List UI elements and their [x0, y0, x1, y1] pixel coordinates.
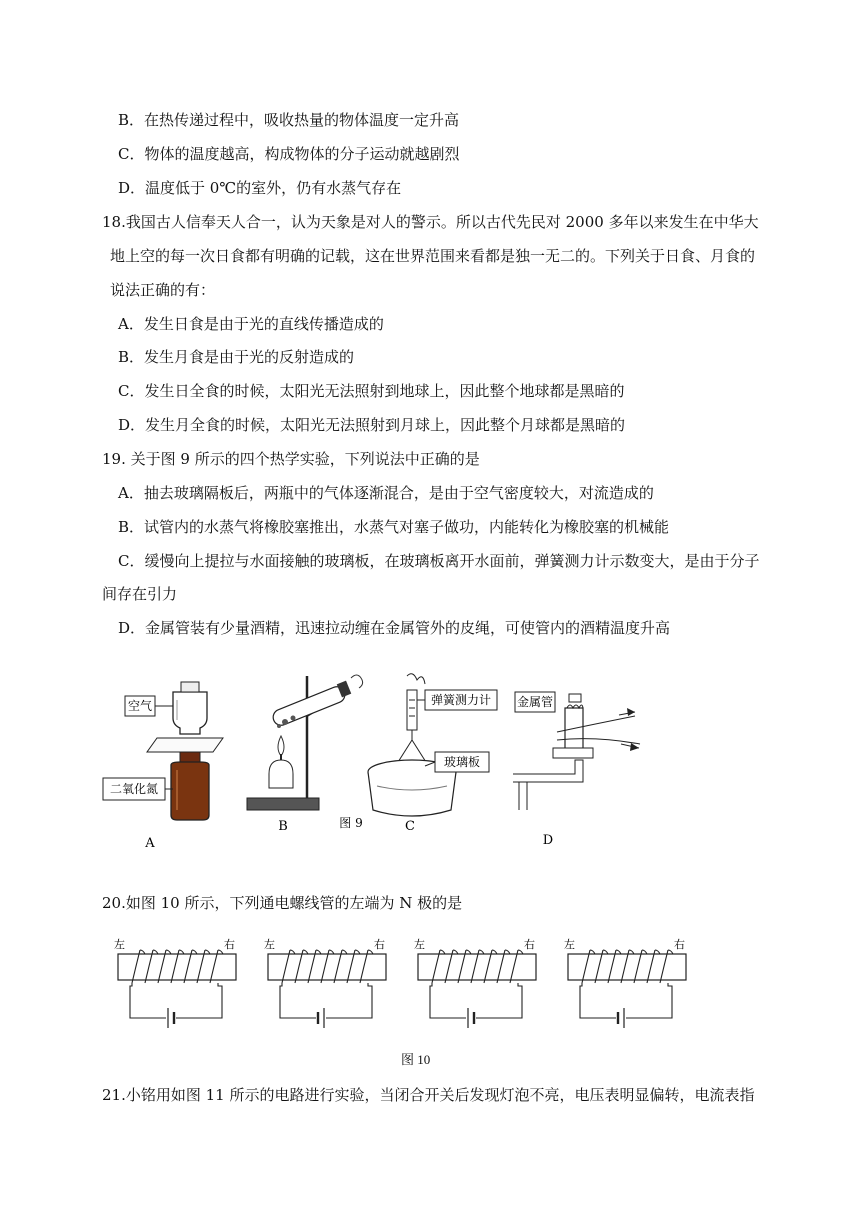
solenoid-left-label: 左 [264, 938, 275, 951]
fig9-apparatus-d [513, 692, 640, 848]
figure-9-illustration [95, 670, 650, 855]
fig9-label-c: C [405, 819, 415, 834]
fig10-caption: 图 10 [401, 1052, 431, 1067]
circuit-wire [130, 983, 166, 1018]
circuit-wire [580, 983, 616, 1018]
q17-option-c: C．物体的温度越高，构成物体的分子运动就越剧烈 [118, 145, 460, 163]
solenoid-1 [114, 938, 236, 1028]
q19-stem: 19. 关于图 9 所示的四个热学实验，下列说法中正确的是 [102, 450, 480, 468]
q18-option-b: B．发生月食是由于光的反射造成的 [118, 348, 355, 366]
fig9-caption: 图 9 [339, 816, 363, 830]
fig9-spring-scale-label: 弹簧测力计 [430, 693, 492, 707]
q19-option-a: A．抽去玻璃隔板后，两瓶中的气体逐渐混合，是由于空气密度较大，对流造成的 [118, 484, 654, 502]
fig9-air-label: 空气 [127, 699, 153, 713]
solenoid-4 [564, 938, 686, 1028]
solenoid-2 [264, 938, 386, 1028]
q20-stem: 20.如图 10 所示，下列通电螺线管的左端为 N 极的是 [102, 894, 463, 912]
fig9-label-d: D [542, 833, 554, 848]
fig9-glass-plate-label: 玻璃板 [443, 755, 481, 769]
fig9-metal-tube-label: 金属管 [516, 695, 554, 709]
circuit-wire [326, 983, 372, 1018]
solenoid-right-label: 右 [674, 938, 685, 951]
circuit-wire [476, 983, 522, 1018]
q19-option-d: D．金属管装有少量酒精，迅速拉动缠在金属管外的皮绳，可使管内的酒精温度升高 [118, 619, 671, 637]
q17-option-d: D．温度低于 0℃的室外，仍有水蒸气存在 [118, 179, 402, 197]
solenoid-left-label: 左 [114, 938, 125, 951]
circuit-wire [430, 983, 466, 1018]
fig9-co2-label: 二氧化氮 [109, 782, 159, 796]
solenoid-left-label: 左 [564, 938, 575, 951]
solenoid-right-label: 右 [224, 938, 235, 951]
solenoid-right-label: 右 [524, 938, 535, 951]
fig9-apparatus-b [247, 675, 363, 834]
q19-option-c-line-2: 间存在引力 [102, 585, 178, 603]
circuit-wire [280, 983, 316, 1018]
solenoid-right-label: 右 [374, 938, 385, 951]
q18-option-c: C．发生日全食的时候，太阳光无法照射到地球上，因此整个地球都是黑暗的 [118, 382, 625, 400]
figure-10-solenoids [110, 936, 710, 1032]
q18-stem-line-1: 18.我国古人信奉天人合一，认为天象是对人的警示。所以古代先民对 2000 多年以来发生在中华大 [102, 213, 759, 231]
fig9-label-a: A [145, 836, 155, 851]
q19-option-c-line-1: C．缓慢向上提拉与水面接触的玻璃板，在玻璃板离开水面前，弹簧测力计示数变大，是由于分子 [118, 552, 760, 570]
circuit-wire [626, 983, 672, 1018]
q18-option-a: A．发生日食是由于光的直线传播造成的 [118, 315, 384, 333]
q18-stem-line-2: 地上空的每一次日食都有明确的记载，这在世界范围来看都是独一无二的。下列关于日食、月食的 [110, 247, 756, 265]
solenoid-3 [414, 938, 536, 1028]
fig9-apparatus-c [368, 674, 497, 834]
q18-stem-line-3: 说法正确的有： [110, 281, 216, 299]
q17-option-b: B．在热传递过程中，吸收热量的物体温度一定升高 [118, 111, 460, 129]
q18-option-d: D．发生月全食的时候，太阳光无法照射到月球上，因此整个月球都是黑暗的 [118, 416, 626, 434]
circuit-wire [176, 983, 222, 1018]
fig9-label-b: B [278, 819, 288, 834]
fig9-apparatus-a [103, 682, 223, 820]
solenoid-left-label: 左 [414, 938, 425, 951]
q21-stem: 21.小铭用如图 11 所示的电路进行实验，当闭合开关后发现灯泡不亮，电压表明显偏转，电流表指 [102, 1086, 755, 1104]
q19-option-b: B．试管内的水蒸气将橡胶塞推出，水蒸气对塞子做功，内能转化为橡胶塞的机械能 [118, 518, 670, 536]
